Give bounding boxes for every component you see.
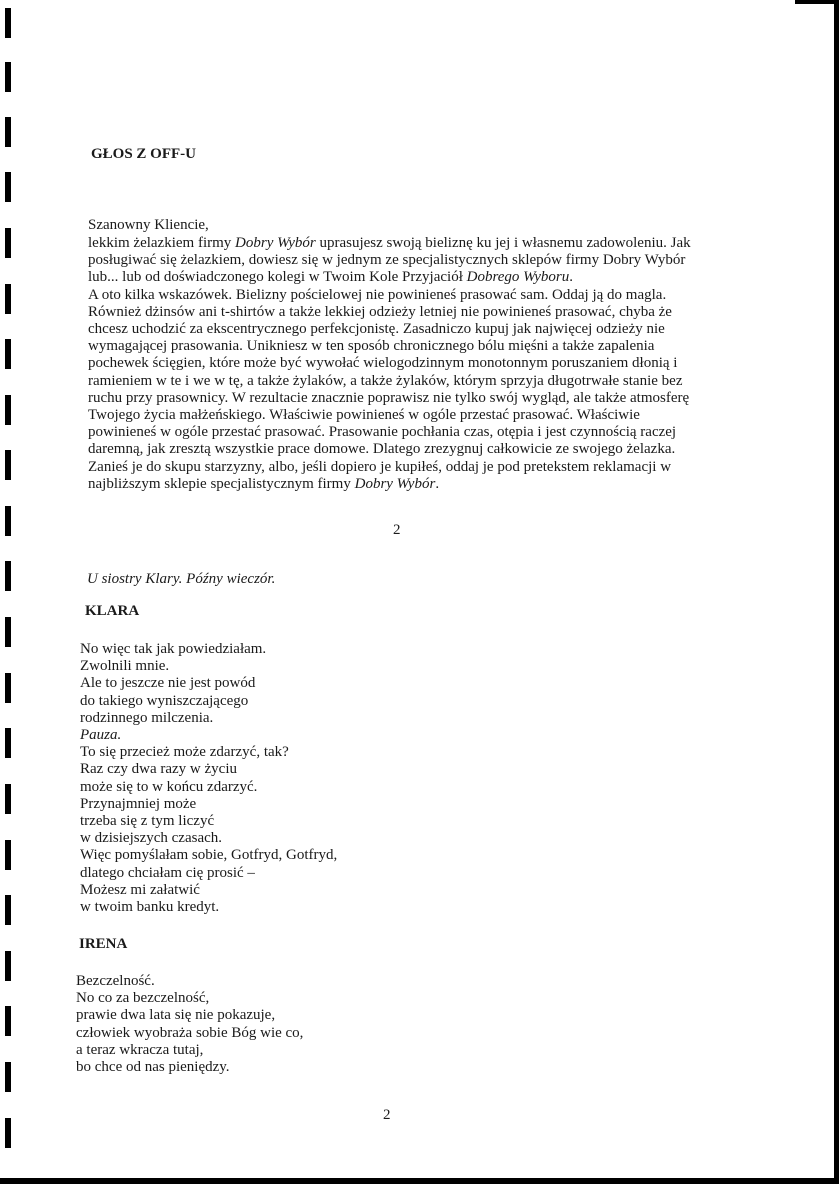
binder-hole [5, 284, 11, 314]
dialogue-line: rodzinnego milczenia. [80, 709, 214, 726]
binder-hole [5, 1062, 11, 1092]
prose-text: Twojego życia małżeńskiego. Właściwie powinieneś w ogóle przestać prasować. Właściwie [88, 407, 640, 424]
binder-hole [5, 784, 11, 814]
binder-hole [5, 172, 11, 202]
binder-hole [5, 339, 11, 369]
prose-text: wymagającej prasowania. Unikniesz w ten sposób chronicznego bólu mięśni a także zapalenia [88, 338, 655, 355]
prose-line [88, 424, 691, 441]
dialogue-line: To się przecież może zdarzyć, tak? [80, 744, 289, 761]
binder-hole [5, 506, 11, 536]
dialogue-line: Możesz mi załatwić [80, 881, 200, 898]
stage-direction: U siostry Klary. Późny wieczór. [87, 571, 276, 587]
speaker-name-klara: KLARA [85, 603, 140, 619]
dialogue-line: trzeba się z tym liczyć [80, 813, 215, 830]
italic-text: Dobry Wybór [235, 235, 316, 251]
scan-border-right [834, 0, 839, 1184]
scan-border-bottom [0, 1178, 839, 1184]
dialogue-line: Bezczelność. [76, 973, 155, 989]
dialogue-line: Zwolnili mnie. [80, 658, 170, 675]
prose-text: Również dżinsów ani t-shirtów a także lekkiej odzieży letniej nie powinieneś prasować, chyba że [88, 303, 672, 320]
dialogue-line: dlatego chciałam cię prosić – [80, 864, 255, 881]
dialogue-line: Ale to jeszcze nie jest powód [80, 675, 256, 692]
binder-hole [5, 728, 11, 758]
binder-hole [5, 840, 11, 870]
dialogue-line: Przynajmniej może [80, 795, 197, 812]
prose-salutation: Szanowny Kliencie, [88, 217, 209, 233]
dialogue-line: No więc tak jak powiedziałam. [80, 641, 267, 657]
prose-line [88, 459, 691, 476]
italic-text: Dobry Wybór [354, 475, 436, 492]
prose-text: A oto kilka wskazówek. Bielizny pościelowej nie powinieneś prasować sam. Oddaj ją do magla. [88, 286, 667, 303]
italic-text: Dobrego Wyboru [466, 269, 570, 286]
binder-hole [5, 673, 11, 703]
page-number: 2 [393, 522, 401, 538]
dialogue-line: No co za bezczelność, [76, 990, 210, 1007]
prose-text: powinieneś w ogóle przestać prasować. Prasowanie pochłania czas, otępia i jest czynnością raczej [88, 424, 677, 441]
binder-hole [5, 117, 11, 147]
binder-hole [5, 1118, 11, 1148]
prose-line [88, 269, 691, 286]
dialogue-line: Pauza. [80, 727, 122, 744]
prose-text: ruchu przy prasownicy. W rezultacie znacznie poprawisz nie tylko swój wygląd, ale także atmosferę [88, 389, 690, 406]
prose-line [88, 407, 691, 424]
page-number-bottom: 2 [383, 1107, 391, 1123]
binder-hole [5, 561, 11, 591]
prose-line [88, 304, 691, 321]
prose-text: pochewek ścięgien, które może być wywołać wielogodzinnym monotonnym poruszaniem dłonią i [88, 355, 678, 372]
prose-line [88, 355, 691, 372]
prose-text: ramieniem w te i we w tę, a także żylaków, a także żylaków, którym sprzyja długotrwałe stanie bez [88, 372, 683, 389]
section-heading: GŁOS Z OFF-U [91, 146, 197, 162]
prose-line [88, 441, 691, 458]
dialogue-line: Więc pomyślałam sobie, Gotfryd, Gotfryd, [80, 847, 338, 864]
binder-hole [5, 450, 11, 480]
prose-line [88, 252, 691, 269]
binder-hole [5, 228, 11, 258]
speech-klara [80, 641, 337, 916]
dialogue-line: Raz czy dwa razy w życiu [80, 761, 238, 778]
speech-irena [76, 973, 303, 1076]
prose-line [88, 235, 691, 252]
binder-hole [5, 8, 11, 38]
binder-hole [5, 617, 11, 647]
scan-border-top [795, 0, 839, 4]
prose-text: posługiwać się żelazkiem, dowiesz się w jednym ze specjalistycznych sklepów firmy Dobry Wybór [88, 252, 686, 269]
binder-hole [5, 1006, 11, 1036]
prose-text: . [435, 475, 440, 492]
prose-text: najbliższym sklepie specjalistycznym firmy [88, 475, 355, 492]
dialogue-line: prawie dwa lata się nie pokazuje, [76, 1007, 276, 1024]
dialogue-line: człowiek wyobraża sobie Bóg wie co, [76, 1024, 304, 1041]
prose-text: chcesz uchodzić za ekscentrycznego perfekcjonistę. Zasadniczo kupuj jak najwięcej odzieży nie [88, 321, 665, 338]
prose-text: . [569, 269, 574, 286]
dialogue-line: do takiego wyniszczającego [80, 692, 249, 709]
prose-line [88, 476, 691, 493]
dialogue-line: w dzisiejszych czasach. [80, 830, 223, 847]
prose-line [88, 321, 691, 338]
speaker-name-irena: IRENA [79, 936, 128, 952]
prose-text: Zanieś je do skupu starzyzny, albo, jeśli dopiero je kupiłeś, oddaj je pod pretekstem reklamacji w [88, 458, 672, 475]
prose-text: daremną, jak zresztą wszystkie prace domowe. Dlatego zrezygnuj całkowicie ze swojego żelazka. [88, 441, 676, 458]
prose-text: uprasujesz swoją bieliznę ku jej i własnemu zadowoleniu. Jak [315, 235, 691, 251]
dialogue-line: a teraz wkracza tutaj, [76, 1041, 204, 1058]
binder-hole [5, 895, 11, 925]
dialogue-line: w twoim banku kredyt. [80, 899, 220, 916]
prose-line [88, 390, 691, 407]
binder-hole [5, 951, 11, 981]
dialogue-line: bo chce od nas pieniędzy. [76, 1059, 230, 1076]
binder-hole [5, 62, 11, 92]
binder-hole [5, 395, 11, 425]
dialogue-line: może się to w końcu zdarzyć. [80, 778, 258, 795]
prose-text: lub... lub od doświadczonego kolegi w Twoim Kole Przyjaciół [88, 269, 467, 286]
prose-text: lekkim żelazkiem firmy [88, 235, 236, 251]
prose-line [88, 373, 691, 390]
prose-body [88, 235, 691, 493]
prose-line [88, 338, 691, 355]
prose-line [88, 287, 691, 304]
